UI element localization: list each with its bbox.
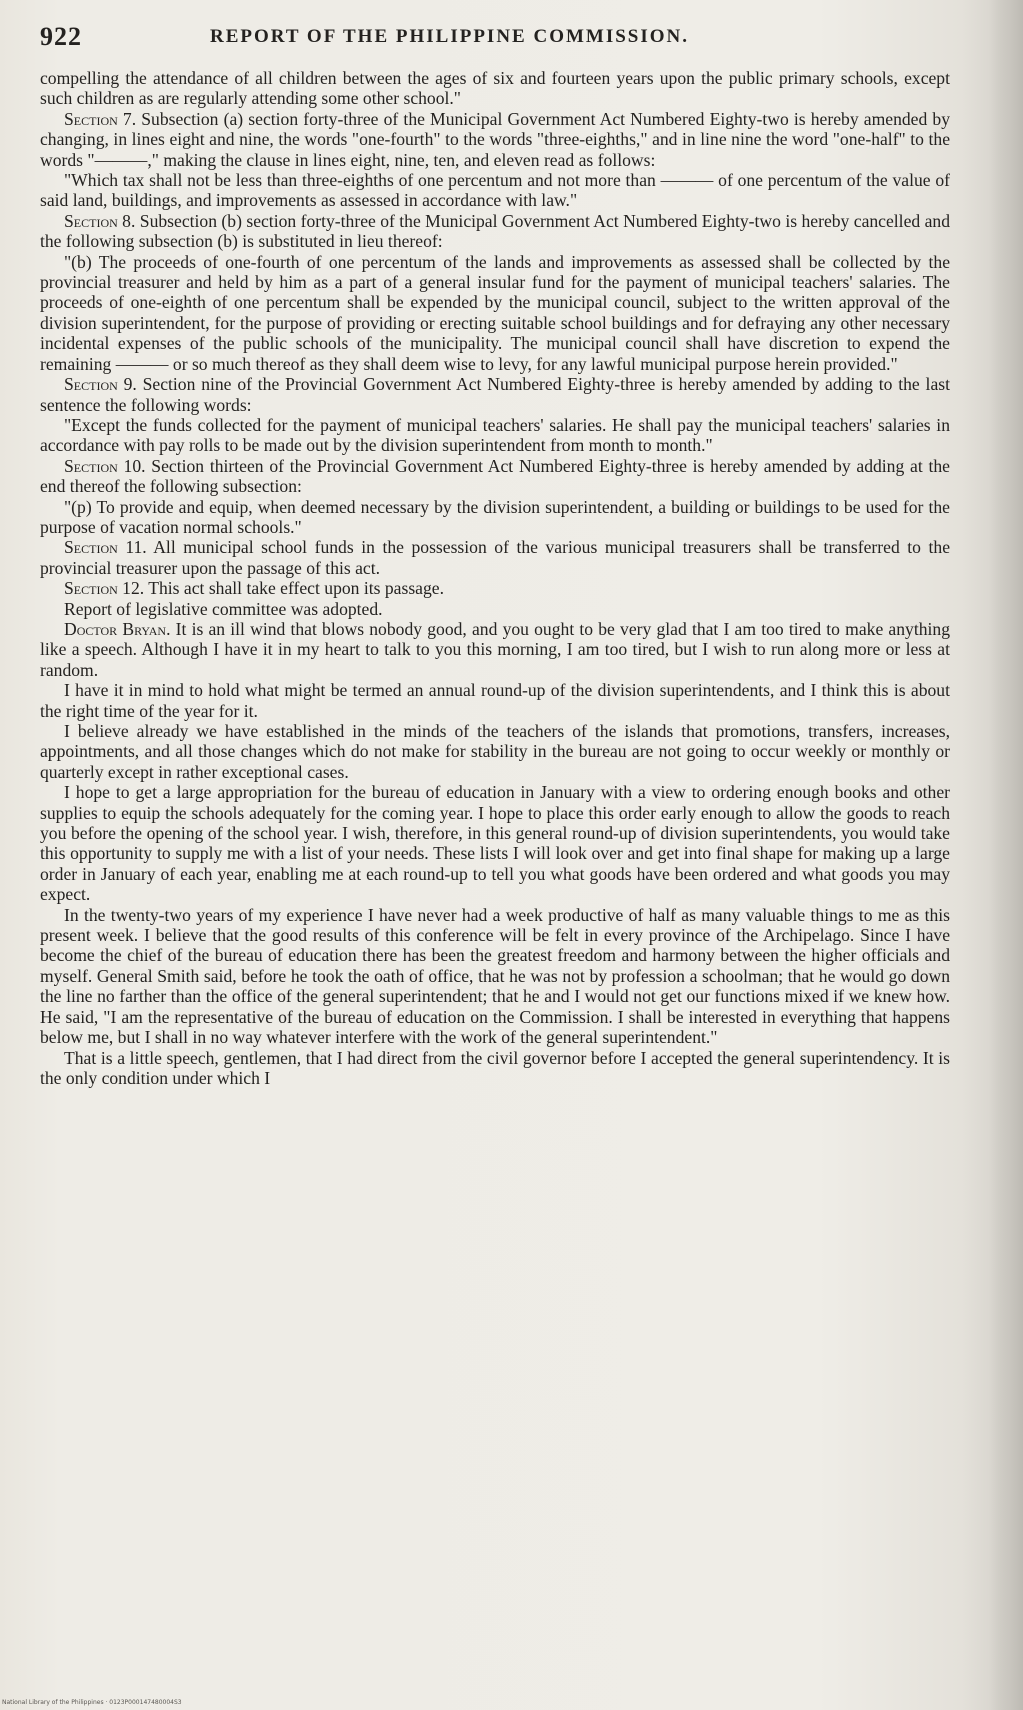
paragraph-text: "Except the funds collected for the payment of municipal teachers' salaries. He shall pay the municipal teachers' salaries in accordance with pay rolls to be made out by the division superintendent from month to month." [40,414,950,456]
paragraph [40,252,950,374]
paragraph-text: All municipal school funds in the possession of the various municipal treasurers shall be transferred to the provincial treasurer upon the passage of this act. [40,537,950,578]
paragraph [40,170,950,211]
paragraph-text: Section nine of the Provincial Government Act Numbered Eighty-three is hereby amended by adding to the last sentence the following words: [40,374,950,415]
paragraph [40,456,950,497]
body-text [40,68,950,1088]
paragraph-lead: Section 11. [64,537,147,558]
running-head: REPORT OF THE PHILIPPINE COMMISSION. [210,26,690,47]
paragraph [40,578,950,598]
page-number: 922 [40,22,82,51]
paragraph-text: compelling the attendance of all children between the ages of six and fourteen years upon the public primary schools, except such children as are regularly attending some other school." [40,68,950,109]
paragraph [40,1048,950,1089]
paragraph-text: Subsection (a) section forty-three of the Municipal Government Act Numbered Eighty-two is hereby amended by changing, in lines eight and nine, the words "one-fourth" to the words "three-eighths," and in line nine the word "one-half" to the words "———," making the clause in lines eight, nine, ten, and eleven read as follows: [40,108,951,170]
paragraph-text: That is a little speech, gentlemen, that I had direct from the civil governor before I accepted the general superintendency. It is the only condition under which I [40,1047,950,1088]
paragraph-text: "(p) To provide and equip, when deemed necessary by the division superintendent, a building or buildings to be used for the purpose of vacation normal schools." [40,496,950,537]
paragraph [40,721,950,782]
paragraph [40,374,950,415]
paragraph-text: In the twenty-two years of my experience I have never had a week productive of half as many valuable things to me as this present week. I believe that the good results of this conference will be felt in every province of the Archipelago. Since I have become the chief of the bureau of education there has been the greatest freedom and harmony between the higher officials and myself. General Smith said, before he took the oath of office, that he was not by profession a schoolman; that he would go down the line no farther than the office of the general superintendent; that he and I would not get our functions mixed if we knew how. He said, "I am the representative of the bureau of education on the Commission. I shall be interested in everything that happens below me, but I shall in no way whatever interfere with the work of the general superintendent." [40,904,950,1048]
paragraph [40,905,950,1048]
paragraph-lead: Section 7. [64,108,137,129]
paragraph-text: Section thirteen of the Provincial Government Act Numbered Eighty-three is hereby amended by adding at the end thereof the following subsection: [40,455,950,497]
paragraph-lead: Section 9. [64,374,137,395]
paragraph [40,211,950,252]
scan-credit: National Library of the Philippines · 0123P000147480004S3 [2,1699,182,1706]
paragraph [40,537,950,578]
paragraph-text: "Which tax shall not be less than three-eighths of one percentum and not more than ——— of one percentum of the value of said land, buildings, and improvements as assessed in accordance with law." [40,170,950,211]
paragraph-text: Subsection (b) section forty-three of the Municipal Government Act Numbered Eighty-two is hereby cancelled and the following subsection (b) is substituted in lieu thereof: [40,210,950,252]
paragraph-lead: Section 12. [64,578,145,599]
page-edge-shadow [989,0,1023,1710]
paragraph-text: It is an ill wind that blows nobody good, and you ought to be very glad that I am too tired to make anything like a speech. Although I have it in my heart to talk to you this morning, I am too tired, but I wish to run along more or less at random. [40,618,950,680]
paragraph [40,109,950,170]
paragraph-text: I have it in mind to hold what might be termed an annual round-up of the division superintendents, and I think this is about the right time of the year for it. [40,680,950,721]
paragraph-lead: Section 8. [64,210,136,231]
paragraph [40,619,950,680]
paragraph [40,782,950,904]
page-header [40,22,960,62]
paragraph [40,599,950,619]
paragraph-text: This act shall take effect upon its passage. [144,578,444,599]
paragraph [40,68,950,109]
paragraph [40,415,950,456]
paragraph-lead: Doctor Bryan. [64,618,171,639]
paragraph-text: Report of legislative committee was adopted. [64,598,383,619]
paragraph-text: I believe already we have established in the minds of the teachers of the islands that promotions, transfers, increases, appointments, and all those changes which do not make for stability in the bureau are not going to occur weekly or monthly or quarterly except in rather exceptional cases. [40,721,950,782]
paragraph [40,497,950,538]
paragraph-text: I hope to get a large appropriation for the bureau of education in January with a view to ordering enough books and other supplies to equip the schools adequately for the coming year. I hope to place this order early enough to allow the goods to reach you before the opening of the school year. I wish, therefore, in this general round-up of division superintendents, you would take this opportunity to supply me with a list of your needs. These lists I will look over and get into final shape for making up a large order in January of each year, enabling me at each round-up to tell you what goods have been ordered and what goods you may expect. [40,782,950,905]
paragraph-lead: Section 10. [64,455,146,476]
paragraph-text: "(b) The proceeds of one-fourth of one percentum of the lands and improvements as assessed shall be collected by the provincial treasurer and held by him as a part of a general insular fund for the payment of municipal teachers' salaries. The proceeds of one-eighth of one percentum shall be expended by the municipal council, subject to the written approval of the division superintendent, for the purpose of providing or erecting suitable school buildings and for defraying any other necessary incidental expenses of the public schools of the municipality. The municipal council shall have discretion to expend the remaining ——— or so much thereof as they shall deem wise to levy, for any lawful municipal purpose herein provided." [40,251,950,374]
paragraph [40,680,950,721]
